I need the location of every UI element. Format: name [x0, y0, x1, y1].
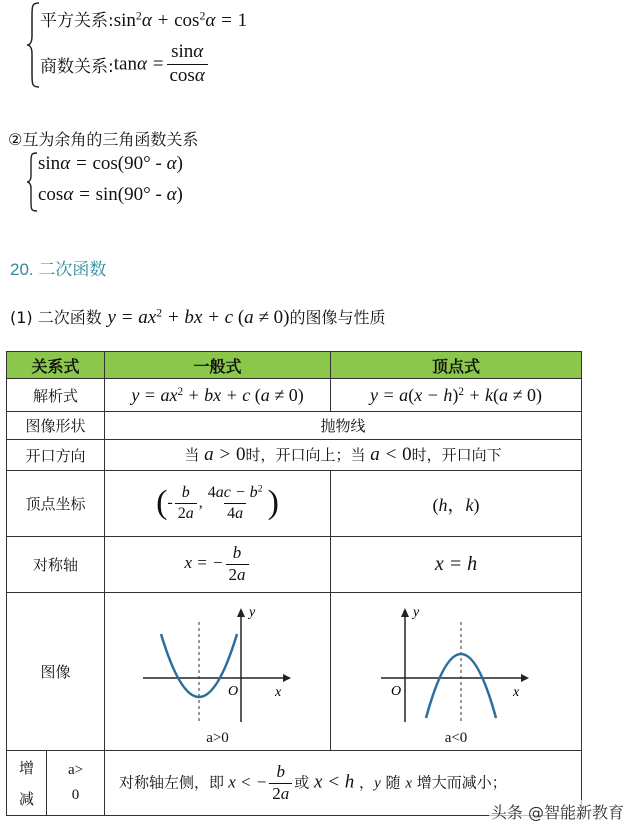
- monotonic-suffix: 随: [385, 773, 401, 792]
- left-brace-icon: [26, 152, 38, 212]
- monotonic-label-1: 增: [18, 759, 34, 777]
- row-label-opening: 开口方向: [7, 440, 105, 471]
- table-row-opening: [7, 440, 582, 471]
- row-label-shape: 图像形状: [7, 412, 105, 440]
- quadratic-properties-table: [6, 351, 582, 816]
- vertex-form-coord: (h，k): [331, 471, 582, 537]
- opening-mid: 时，开口向上；当: [245, 446, 366, 464]
- header-vertex: 顶点式: [331, 352, 582, 379]
- intro-line: [10, 305, 385, 329]
- watermark: 头条 @智能新教育: [489, 800, 626, 823]
- svg-text:O: O: [391, 684, 402, 699]
- vertex-axis: x = h: [331, 537, 582, 593]
- monotonic-text: 对称轴左侧，即 x < − $\frac{b}{2a}$ 或 x < h ，y 随 x 增大而减小；: [105, 751, 582, 816]
- table-header-row: [7, 352, 582, 379]
- svg-text:y: y: [413, 605, 420, 620]
- upward-parabola-graph: [133, 600, 303, 730]
- square-label: 平方关系:: [40, 11, 114, 31]
- graph-caption-downward: a<0: [444, 730, 468, 746]
- monotonic-label-2: 减: [18, 790, 34, 808]
- monotonic-cond-2: 0: [71, 787, 80, 803]
- intro-prefix: (1) 二次函数: [10, 308, 102, 327]
- monotonic-condition: [47, 751, 104, 815]
- table-row-vertex: [7, 471, 582, 537]
- table-row-analytic: [7, 379, 582, 412]
- quotient-relation: 商数关系:tanα = $\frac{\sin\alpha}{\cos\alpha}$: [40, 42, 210, 87]
- x-axis-arrow-icon: [283, 674, 291, 682]
- general-vertex-coord: (- $\frac{b}{2a}$ , $\frac{4ac - b^2}{4a}$ ): [105, 471, 331, 537]
- vertex-expression: $y = a(x - h)^2 + k(a \ne 0)$: [331, 379, 582, 412]
- table-row-shape: [7, 412, 582, 440]
- monotonic-label: [7, 751, 47, 815]
- table-row-graph: [7, 593, 582, 751]
- row-label-analytic: 解析式: [7, 379, 105, 412]
- general-axis: x = − $\frac{b}{2a}$: [105, 537, 331, 593]
- left-brace-icon: [26, 2, 40, 88]
- svg-text:y: y: [248, 605, 255, 620]
- monotonic-cond-1: a>: [67, 762, 84, 778]
- downward-parabola-graph: [371, 600, 541, 730]
- general-form-formula: $y = ax^2$ + bx + c (a ≠ 0): [107, 306, 290, 328]
- svg-text:x: x: [513, 685, 520, 700]
- general-expression: $y = ax^2$ + bx + c (a ≠ 0): [105, 379, 331, 412]
- x-axis-arrow-icon: [521, 674, 529, 682]
- monotonic-label-cell: [7, 751, 105, 816]
- row-label-vertex: 顶点坐标: [7, 471, 105, 537]
- monotonic-suffix2: 增大而减小；: [416, 773, 507, 792]
- svg-text:x: x: [274, 685, 281, 700]
- y-axis-arrow-icon: [237, 608, 245, 617]
- section-title: 20. 二次函数: [10, 260, 107, 279]
- cofunction-cos: cosα = sin(90° - α): [38, 184, 183, 205]
- cofunction-heading: ②互为余角的三角函数关系: [8, 130, 199, 149]
- opening-end: 时，开口向下: [411, 446, 502, 464]
- cofunction-sin: sinα = cos(90° - α): [38, 153, 183, 174]
- y-axis-arrow-icon: [401, 608, 409, 617]
- svg-text:O: O: [227, 684, 238, 699]
- square-relation: 平方关系$:\sin^2\alpha + \cos^2\alpha = 1$: [40, 9, 248, 31]
- header-relation: 关系式: [7, 352, 105, 379]
- opening-when: 当: [184, 446, 200, 464]
- opening-text: 当 a > 0时，开口向上；当 a < 0时，开口向下: [105, 440, 582, 471]
- monotonic-prefix: 对称轴左侧，即: [119, 773, 225, 792]
- header-general: 一般式: [105, 352, 331, 379]
- shape-value: 抛物线: [105, 412, 582, 440]
- graph-cell-upward: [105, 593, 331, 751]
- row-label-graph: 图像: [7, 593, 105, 751]
- quotient-label: 商数关系:: [40, 56, 114, 77]
- row-label-axis: 对称轴: [7, 537, 105, 593]
- intro-suffix: 的图像与性质: [289, 308, 386, 327]
- table-row-axis: [7, 537, 582, 593]
- monotonic-or: 或: [294, 773, 310, 792]
- graph-caption-upward: a>0: [206, 730, 229, 746]
- graph-cell-downward: [331, 593, 582, 751]
